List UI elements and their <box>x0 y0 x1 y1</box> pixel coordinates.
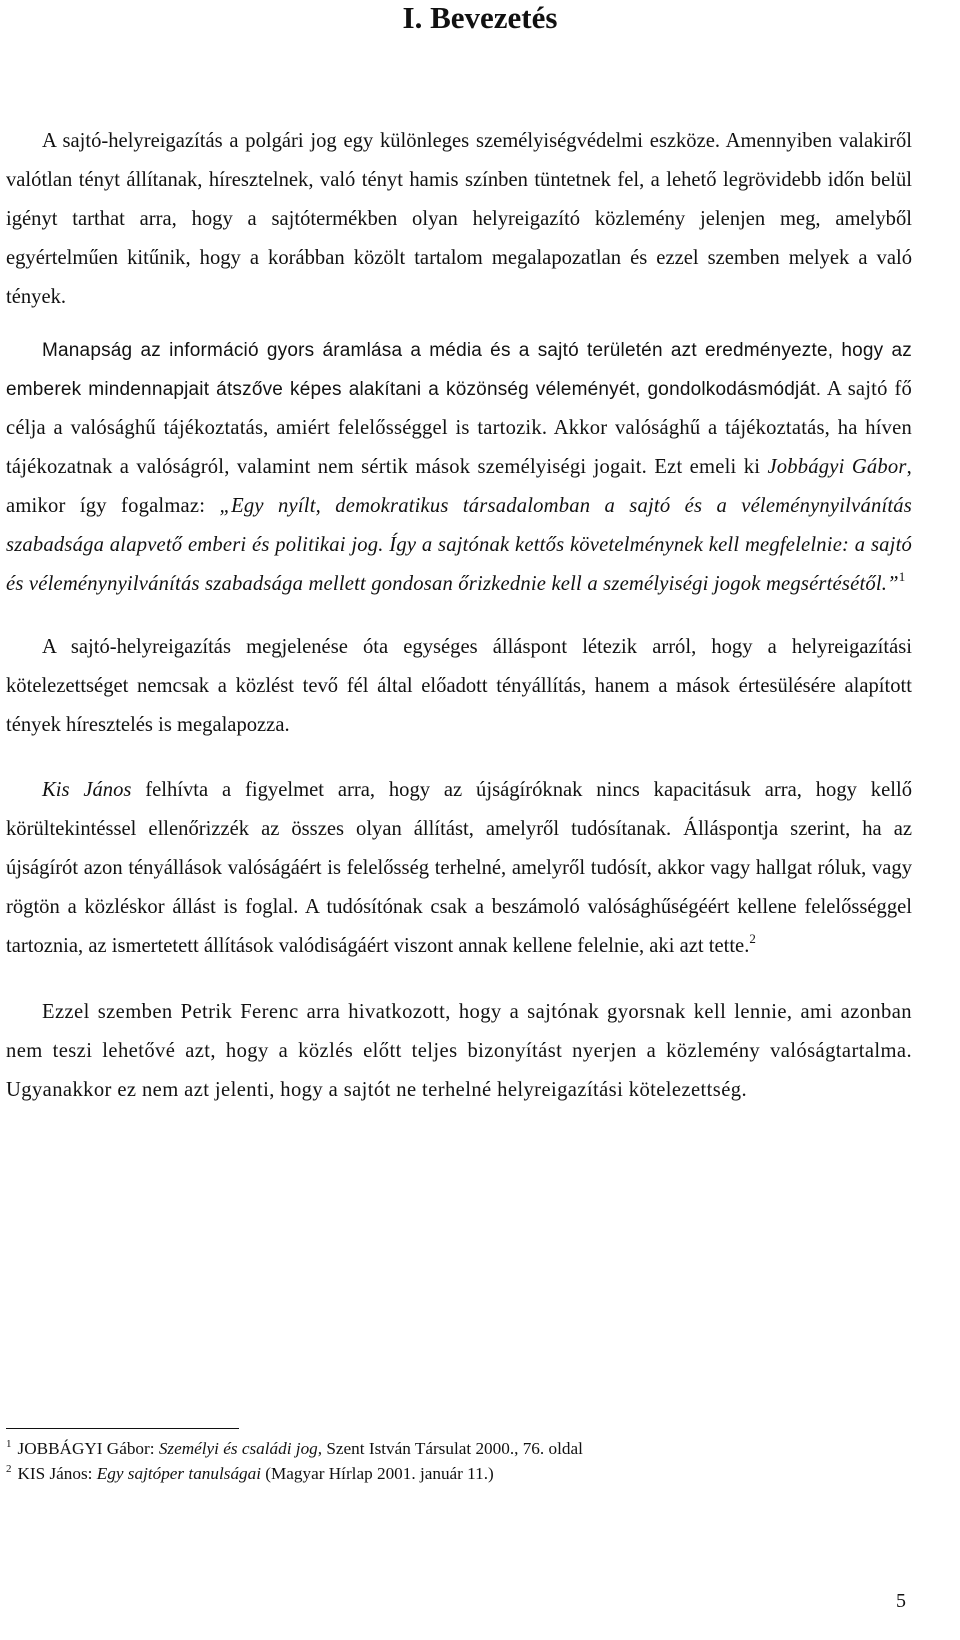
page-number: 5 <box>896 1590 906 1612</box>
cited-author-kis: Kis János <box>42 779 132 801</box>
footnote-2 <box>6 1461 912 1486</box>
footnote-details: (Magyar Hírlap 2001. január 11.) <box>261 1464 494 1483</box>
paragraph-4-body: felhívta a figyelmet arra, hogy az újságíróknak nincs kapacitásuk arra, hogy kellő körültekintéssel ellenőrizzék az összes olyan állítást, amelyről tudósítanak. Álláspontja szerint, ha az újságírót azon tényállások valóságáért is felelősség terhelné, amelyről tudósít, akkor vagy hallgat róluk, vagy rögtön a közléskor állást is foglal. A tudósítónak csak a beszámoló valósághűségéért kellene felelősséggel tartoznia, az ismertetett állítások valódiságáért viszont annak kellene felelnie, aki azt tette. <box>6 779 912 957</box>
cited-author-jobbagyi: Jobbágyi Gábor <box>767 456 907 478</box>
paragraph-2-opening: Manapság az információ gyors áramlása a média és a sajtó területén azt eredményezte, hogy az emberek mindennapjait átszőve képes alakítani a közönség véleményét, gondolkodásmódját. <box>6 340 912 400</box>
footnote-number: 1 <box>6 1438 12 1450</box>
footnote-details: Szent István Társulat 2000., 76. oldal <box>322 1439 583 1458</box>
footnote-1 <box>6 1436 912 1461</box>
footnote-number: 2 <box>6 1463 12 1475</box>
paragraph-1: A sajtó-helyreigazítás a polgári jog egy különleges személyiségvédelmi eszköze. Amennyiben valakiről valótlan tényt állítanak, híresztelnek, való tényt hamis színben tüntetnek fel, a lehető legrövidebb időn belül igényt tarthat arra, hogy a sajtótermékben olyan helyreigazító közlemény jelenjen meg, amelyből egyértelműen kitűnik, hogy a korábban közölt tartalom megalapozatlan és ezzel szemben melyek a való tények. <box>6 130 912 308</box>
footnote-work-title: Személyi és családi jog, <box>158 1439 323 1458</box>
footnote-ref-2[interactable]: 2 <box>749 931 756 946</box>
chapter-heading: I. Bevezetés <box>402 0 558 35</box>
body-text <box>6 122 912 1110</box>
footnote-separator <box>6 1428 239 1429</box>
paragraph-5: Ezzel szemben Petrik Ferenc arra hivatkozott, hogy a sajtónak gyorsnak kell lennie, ami azonban nem teszi lehetővé azt, hogy a közlés előtt teljes bizonyítást nyerjen a közlemény valóságtartalma. Ugyanakkor ez nem azt jelenti, hogy a sajtót ne terhelné helyreigazítási kötelezettség. <box>6 1001 912 1101</box>
footnote-work-title: Egy sajtóper tanulságai <box>96 1464 261 1483</box>
footnote-author: JOBBÁGYI Gábor: <box>17 1439 159 1458</box>
footnote-author: KIS János: <box>17 1464 97 1483</box>
paragraph-2-lead-in: , amikor így fogalmaz: <box>6 456 912 517</box>
footnotes <box>6 1436 912 1486</box>
paragraph-3: A sajtó-helyreigazítás megjelenése óta egységes álláspont létezik arról, hogy a helyreigazítási kötelezettséget nemcsak a közlést tevő fél által előadott tényállítás, hanem a mások értesülésére alapított tények híresztelés is megalapozza. <box>6 636 912 736</box>
paragraph-2 <box>6 331 912 604</box>
paragraph-2-body: A sajtó fő célja a valósághű tájékoztatás, amiért felelősséggel is tartozik. Akkor valósághű a tájékoztatás, ha híven tájékozatnak a valóságról, valamint nem sértik mások személyiségi jogait. Ezt emeli ki <box>6 378 912 478</box>
footnote-ref-1[interactable]: 1 <box>898 569 906 584</box>
block-quote: „Egy nyílt, demokratikus társadalomban a sajtó és a véleménynyilvánítás szabadsága alapvető emberi és politikai jog. Így a sajtónak kettős követelménynek kell megfelelnie: a sajtó és véleménynyilvánítás szabadsága mellett gondosan őrizkednie kell a személyiségi jogok megsértésétől.” <box>6 495 912 595</box>
paragraph-4 <box>6 771 912 966</box>
